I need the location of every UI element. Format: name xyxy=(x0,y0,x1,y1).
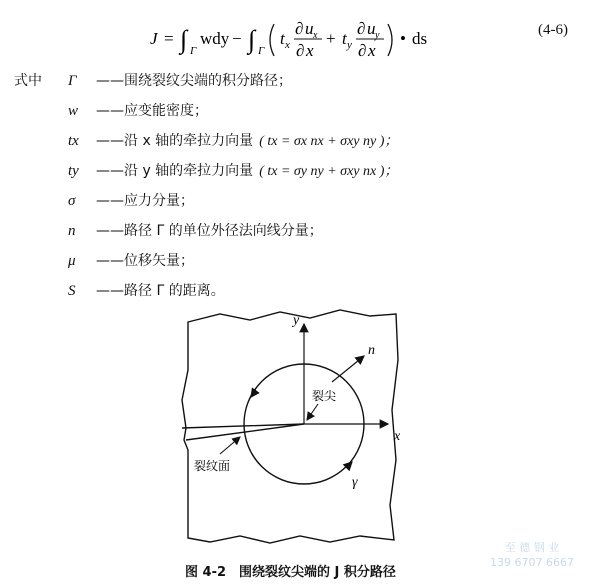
definition-text: ——应力分量； xyxy=(96,193,194,209)
definition-symbol: ty xyxy=(68,163,79,179)
svg-text:x: x xyxy=(306,41,314,60)
definition-equation: ( tx = σy ny + σxy nx )； xyxy=(259,164,399,179)
crack-tip-label: 裂尖 xyxy=(312,389,337,403)
svg-text:∂: ∂ xyxy=(357,19,366,38)
definition-line xyxy=(96,156,398,187)
figure-caption: 图 4-2 围绕裂纹尖端的 J 积分路径 xyxy=(185,565,396,580)
y-axis-label: y xyxy=(293,313,300,328)
svg-text:t: t xyxy=(342,29,347,48)
svg-text:∂: ∂ xyxy=(295,19,304,38)
j-integral-path-diagram xyxy=(180,300,420,555)
x-axis-label: x xyxy=(394,429,401,444)
watermark-line2: 139 6707 6667 xyxy=(490,556,574,569)
definition-symbol: tx xyxy=(68,133,79,149)
crack-faces xyxy=(182,424,304,440)
svg-text:=: = xyxy=(164,29,174,48)
svg-text:y: y xyxy=(347,39,352,51)
j-integral-formula xyxy=(150,16,530,69)
definition-text: ——围绕裂纹尖端的积分路径； xyxy=(96,73,292,89)
normal-vector-n xyxy=(332,356,364,382)
svg-text:∂: ∂ xyxy=(358,41,367,60)
equation-number: (4-6) xyxy=(538,22,568,38)
definition-text: ——沿 x 轴的牵拉力向量 xyxy=(96,133,254,149)
definition-text: ——位移矢量； xyxy=(96,253,194,269)
definition-symbol: σ xyxy=(68,193,76,209)
svg-text:wdy: wdy xyxy=(200,29,230,48)
normal-label: n xyxy=(368,343,375,358)
definition-symbol: S xyxy=(68,283,76,299)
definition-text: ——路径 Γ 的距离。 xyxy=(96,283,225,299)
svg-text:Γ: Γ xyxy=(190,45,197,57)
svg-text:x: x xyxy=(285,39,290,51)
svg-text:∂: ∂ xyxy=(296,41,305,60)
svg-text:−: − xyxy=(232,29,242,48)
svg-text:u: u xyxy=(367,19,376,38)
svg-text:y: y xyxy=(375,30,380,41)
definitions-intro: 式中 xyxy=(14,73,42,89)
svg-text:•: • xyxy=(400,29,406,48)
svg-text:∫: ∫ xyxy=(180,25,188,54)
definition-symbol: n xyxy=(68,223,76,239)
watermark-line1: 至 德 钢 业 xyxy=(504,541,560,554)
definition-symbol: Γ xyxy=(68,73,77,89)
svg-text:u: u xyxy=(305,19,314,38)
svg-text:x: x xyxy=(368,41,376,60)
svg-text:J: J xyxy=(150,29,158,48)
crack-face-label: 裂纹面 xyxy=(194,459,231,473)
svg-text:ds: ds xyxy=(412,29,428,48)
watermark xyxy=(490,540,574,570)
definition-text: ——路径 Γ 的单位外径法向线分量； xyxy=(96,223,323,239)
svg-text:∫: ∫ xyxy=(248,25,256,54)
formula-math xyxy=(150,16,530,64)
svg-text:Γ: Γ xyxy=(258,45,265,57)
crack-tip-pointer xyxy=(307,404,318,420)
svg-text:x: x xyxy=(313,30,318,41)
gamma-label: γ xyxy=(352,475,358,490)
definition-symbol: w xyxy=(68,103,79,119)
definition-text: ——沿 y 轴的牵拉力向量 xyxy=(96,163,254,179)
crack-face-pointer xyxy=(220,437,240,454)
svg-text:t: t xyxy=(280,29,285,48)
svg-text:+: + xyxy=(326,29,336,48)
definition-symbol: μ xyxy=(68,253,76,269)
definition-equation: ( tx = σx nx + σxy ny )； xyxy=(259,134,399,149)
definition-text: ——应变能密度； xyxy=(96,103,208,119)
definition-line xyxy=(96,126,398,157)
